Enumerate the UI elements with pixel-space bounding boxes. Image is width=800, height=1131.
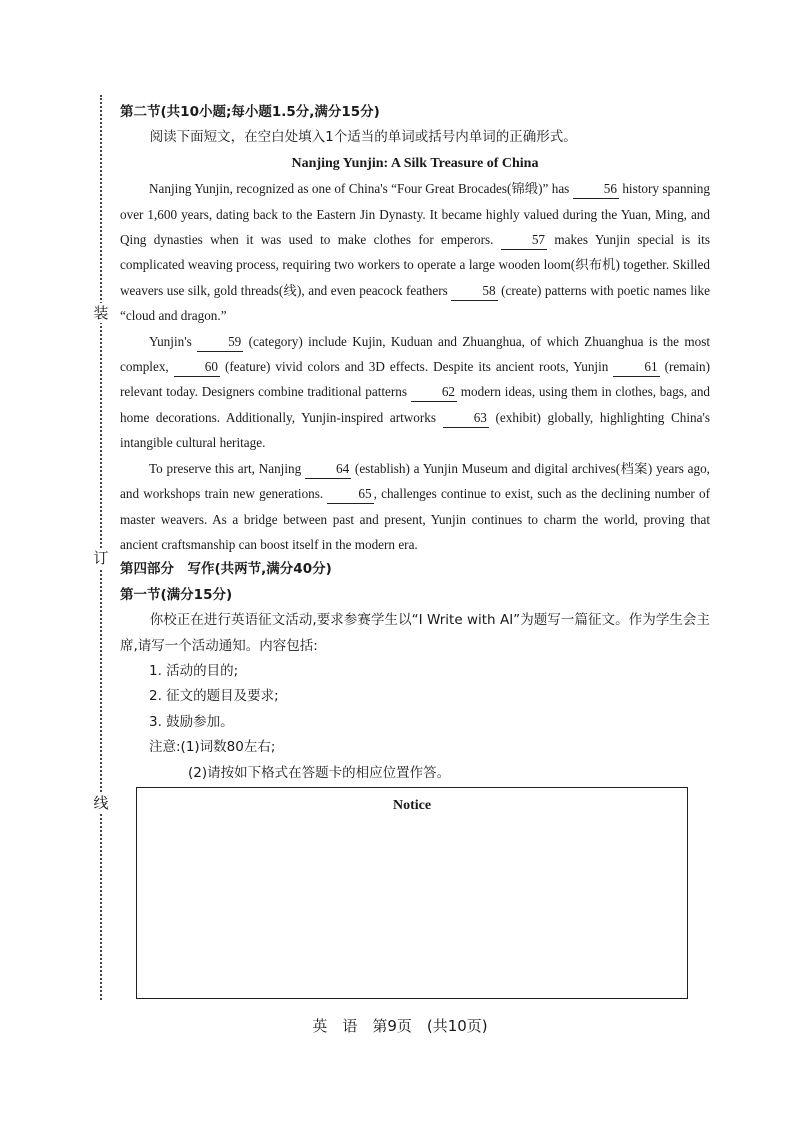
p2-text-1: Yunjin's	[149, 333, 198, 349]
p1-text-2: history spanning over 1,600 years, dating back to the Eastern Jin Dynasty. It became highly valued during the Yuan, Ming, and Qing dynasties when it was used to make clothes for emperors.	[120, 181, 710, 248]
binding-char-xian: 线	[93, 794, 109, 812]
note-1: 注意:(1)词数80左右;	[149, 739, 276, 756]
prompt-item-3: 3. 鼓励参加。	[149, 713, 234, 730]
notice-answer-box[interactable]	[136, 787, 688, 999]
passage-title: Nanjing Yunjin: A Silk Treasure of China	[291, 155, 539, 171]
page-footer: 英 语 第9页 (共10页)	[312, 1017, 488, 1035]
p1-text-3: makes Yunjin special is its complicated weaving process, requiring two workers to operate a large wooden loom(织布机) together. Skilled weavers use silk, gold threads(线), and even peacock feathers	[120, 232, 710, 298]
binding-char-zhuang: 装	[93, 304, 109, 322]
p2-text-5: modern ideas, using them in clothes, bags, and home decorations. Additionally, Yunjin-inspired artworks	[120, 384, 711, 425]
blank-58: 58	[451, 282, 497, 301]
p2-text-6: (exhibit) globally, highlighting China's intangible cultural heritage.	[120, 409, 710, 451]
blank-65: 65	[327, 485, 373, 504]
section2-heading: 第二节(共10小题;每小题1.5分,满分15分)	[120, 104, 380, 120]
section2-instruction: 阅读下面短文，在空白处填入1个适当的单词或括号内单词的正确形式。	[149, 129, 577, 146]
passage-paragraph-1	[120, 176, 710, 328]
p1-text-1: Nanjing Yunjin, recognized as one of China's “Four Great Brocades(锦缎)” has	[149, 181, 573, 197]
writing-prompt: 你校正在进行英语征文活动,要求参赛学生以“I Write with AI”为题写一篇征文。作为学生会主席,请写一个活动通知。内容包括:	[120, 612, 710, 654]
p1-text-4: (create) patterns with poetic names like “cloud and dragon.”	[120, 282, 710, 324]
part4-heading: 第四部分 写作(共两节,满分40分)	[120, 561, 332, 578]
blank-60: 60	[174, 358, 220, 377]
part4-section1-heading: 第一节(满分15分)	[120, 586, 233, 603]
blank-63: 63	[443, 409, 489, 428]
notice-title: Notice	[392, 798, 432, 813]
prompt-item-1: 1. 活动的目的;	[149, 662, 239, 679]
blank-64: 64	[305, 460, 351, 479]
prompt-item-2: 2. 征文的题目及要求;	[149, 688, 279, 705]
blank-62: 62	[411, 383, 457, 402]
p2-text-4: (remain) relevant today. Designers combine traditional patterns	[120, 359, 711, 400]
p3-text-3: , challenges continue to exist, such as the declining number of master weavers. As a bridge between past and present, Yunjin continues to charm the world, proving that ancient craftsmanship can boost itself in the modern era.	[120, 486, 710, 552]
blank-61: 61	[613, 358, 659, 377]
p3-text-1: To preserve this art, Nanjing	[149, 460, 305, 476]
blank-56: 56	[573, 180, 619, 199]
p2-text-3: (feature) vivid colors and 3D effects. Despite its ancient roots, Yunjin	[219, 359, 614, 375]
p3-text-2: (establish) a Yunjin Museum and digital archives(档案) years ago, and workshops train new generations.	[120, 460, 710, 502]
p2-text-2: (category) include Kujin, Kuduan and Zhuanghua, of which Zhuanghua is the most complex,	[120, 333, 710, 375]
exam-content	[120, 100, 710, 786]
blank-57: 57	[501, 231, 547, 250]
note-2: (2)请按如下格式在答题卡的相应位置作答。	[188, 764, 451, 781]
passage-paragraph-2	[120, 329, 710, 456]
binding-char-ding: 订	[93, 549, 109, 567]
passage-paragraph-3	[120, 456, 710, 558]
blank-59: 59	[197, 333, 243, 352]
